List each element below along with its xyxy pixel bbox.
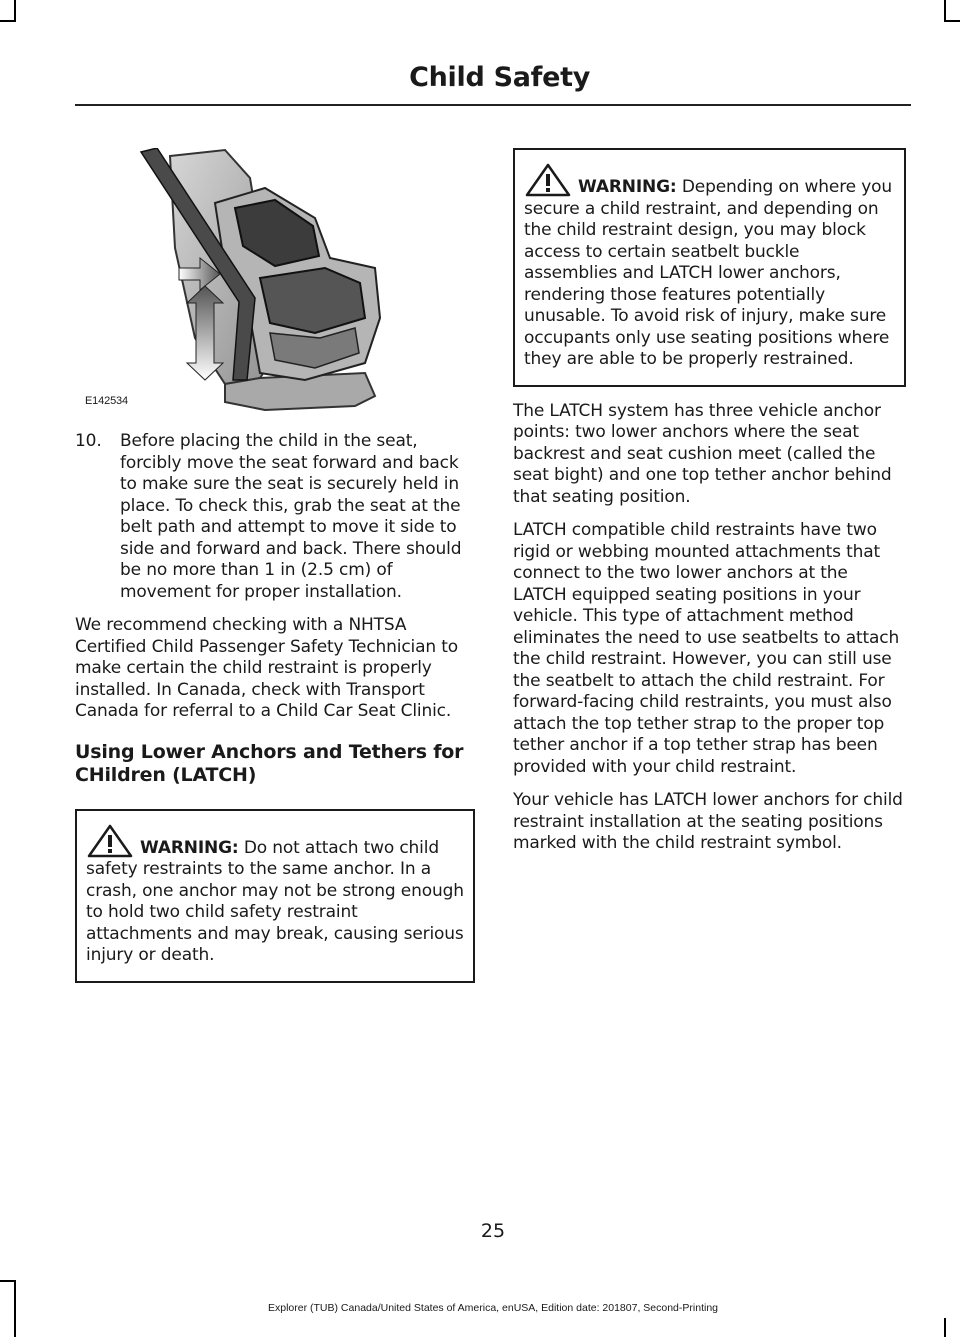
warning-text: Do not attach two child safety restraints to the same anchor. In a crash, one anchor may not be strong enough to hold two child safety restraint attachments and may break, causing serious injury or death. bbox=[86, 837, 464, 965]
warning-label: WARNING: bbox=[578, 177, 677, 197]
crop-mark bbox=[944, 0, 946, 22]
instruction-step bbox=[75, 431, 475, 603]
left-column bbox=[75, 148, 475, 983]
child-seat-drawing bbox=[75, 148, 475, 418]
body-paragraph: LATCH compatible child restraints have two rigid or webbing mounted attachments that connect to the two lower anchors at the LATCH equipped seating positions in your vehicle. This type of attachment method eliminates the need to use seatbelts to attach the child restraint. However, you can still use the seatbelt to attach the child restraint. For forward-facing child restraints, you must also attach the top tether strap to the proper top tether anchor if a top tether strap has been provided with your child restraint. bbox=[513, 520, 900, 777]
crop-mark bbox=[0, 20, 16, 22]
warning-box bbox=[513, 148, 906, 387]
warning-label: WARNING: bbox=[140, 837, 239, 858]
body-paragraph: The LATCH system has three vehicle anchor points: two lower anchors where the seat backrest and seat cushion meet (called the seat bight) and one top tether anchor behind that seating position. bbox=[513, 400, 892, 507]
warning-box bbox=[75, 809, 475, 983]
step-number: 10. bbox=[75, 431, 102, 451]
right-column bbox=[513, 148, 906, 867]
child-seat-illustration bbox=[75, 148, 475, 418]
header-divider bbox=[75, 104, 911, 106]
warning-triangle-icon bbox=[86, 823, 134, 859]
section-heading: Using Lower Anchors and Tethers for CHildren (LATCH) bbox=[75, 740, 464, 786]
figure-code: E142534 bbox=[85, 394, 128, 407]
crop-mark bbox=[14, 0, 16, 22]
crop-mark bbox=[944, 1318, 946, 1337]
body-paragraph: We recommend checking with a NHTSA Certified Child Passenger Safety Technician to make certain the child restraint is properly installed. In Canada, check with Transport Canada for referral to a Child Car Seat Clinic. bbox=[75, 615, 459, 721]
crop-mark bbox=[944, 20, 960, 22]
warning-text: Depending on where you secure a child restraint, and depending on the child restraint design, you may block access to certain seatbelt buckle assemblies and LATCH lower anchors, rendering those features potentially unusable. To avoid risk of injury, make sure occupants only use seating positions where they are able to be properly restrained. bbox=[524, 177, 893, 369]
page-title: Child Safety bbox=[409, 62, 590, 93]
page-number: 25 bbox=[480, 1220, 506, 1242]
footer-edition-text: Explorer (TUB) Canada/United States of America, enUSA, Edition date: 201807, Second-Printing bbox=[268, 1302, 718, 1314]
step-text: Before placing the child in the seat, forcibly move the seat forward and back to make sure the seat is securely held in place. To check this, grab the seat at the belt path and attempt to move it side to side and forward and back. There should be no more than 1 in (2.5 cm) of movement for proper installation. bbox=[120, 431, 462, 602]
crop-mark bbox=[0, 1280, 16, 1282]
warning-triangle-icon bbox=[524, 162, 572, 198]
body-paragraph: Your vehicle has LATCH lower anchors for child restraint installation at the seating positions marked with the child restraint symbol. bbox=[513, 790, 903, 853]
